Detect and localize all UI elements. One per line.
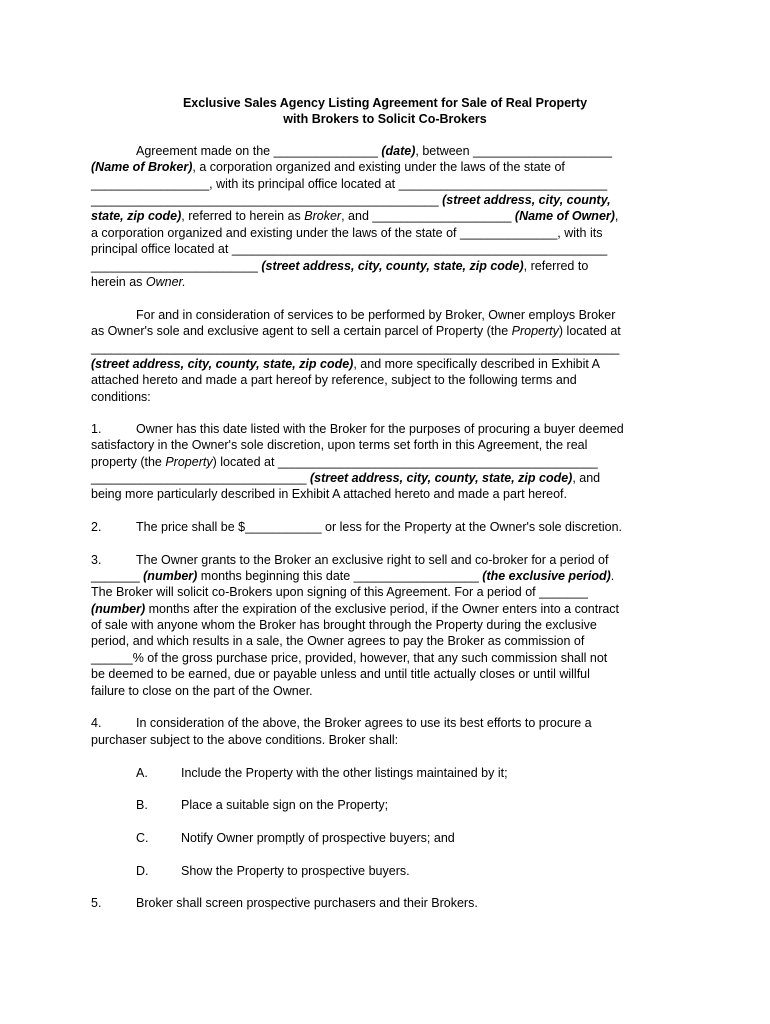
list-item-letter: C. — [136, 831, 149, 845]
intro-line-7: principal office located at ______________________________________________________ — [91, 242, 608, 256]
paragraph-2-line-1: The price shall be $___________ or less for the Property at the Owner's sole discretion. — [136, 520, 622, 534]
intro-line-8: ________________________ (street address, city, county, state, zip code), referred to — [91, 259, 589, 273]
intro-line-3: _________________, with its principal office located at ______________________________ — [91, 177, 608, 191]
paragraph-3-line-3: The Broker will solicit co-Brokers upon signing of this Agreement. For a period of _______ — [91, 585, 588, 599]
paragraph-3-line-8: be deemed to be earned, due or payable unless and until title actually closes or until willful — [91, 667, 590, 681]
paragraph-1-line-5: being more particularly described in Exhibit A attached hereto and made a part hereof. — [91, 487, 567, 501]
consideration-line-3: ____________________________________________________________________________ — [91, 341, 620, 355]
paragraph-1-line-2: satisfactory in the Owner's sole discretion, upon terms set forth in this Agreement, the real — [91, 438, 588, 452]
paragraph-5-line-1: Broker shall screen prospective purchasers and their Brokers. — [136, 896, 478, 910]
intro-line-5: state, zip code), referred to herein as Broker, and ____________________ (Name of Owner), — [91, 209, 619, 223]
paragraph-3-number: 3. — [91, 553, 102, 567]
intro-line-6: a corporation organized and existing under the laws of the state of ______________, with its — [91, 226, 603, 240]
paragraph-4-line-1: In consideration of the above, the Broker agrees to use its best efforts to procure a — [136, 716, 592, 730]
paragraph-1-line-3: property (the Property) located at ______________________________________________ — [91, 455, 598, 469]
intro-line-9: herein as Owner. — [91, 275, 186, 289]
consideration-line-5: attached hereto and made a part hereof by reference, subject to the following terms and — [91, 373, 577, 387]
paragraph-3-line-2: _______ (number) months beginning this date __________________ (the exclusive period). — [91, 569, 615, 583]
consideration-line-4: (street address, city, county, state, zip code), and more specifically described in Exhibit A — [91, 357, 600, 371]
intro-line-4: __________________________________________________ (street address, city, county, — [91, 193, 611, 207]
paragraph-1-number: 1. — [91, 422, 102, 436]
list-item-text: Place a suitable sign on the Property; — [181, 798, 389, 812]
paragraph-3-line-1: The Owner grants to the Broker an exclusive right to sell and co-broker for a period of — [136, 553, 609, 567]
list-item-letter: A. — [136, 766, 148, 780]
consideration-line-2: as Owner's sole and exclusive agent to sell a certain parcel of Property (the Property) located at — [91, 324, 621, 338]
document-subtitle: with Brokers to Solicit Co-Brokers — [283, 112, 487, 126]
paragraph-3-line-6: period, and which results in a sale, the Owner agrees to pay the Broker as commission of — [91, 634, 585, 648]
document-title: Exclusive Sales Agency Listing Agreement for Sale of Real Property — [182, 96, 588, 110]
list-item-text: Notify Owner promptly of prospective buyers; and — [181, 831, 455, 845]
intro-line-1: Agreement made on the _______________ (date), between ____________________ — [136, 144, 613, 158]
paragraph-2-number: 2. — [91, 520, 102, 534]
paragraph-3-line-5: of sale with anyone whom the Broker has brought through the Property during the exclusive — [91, 618, 597, 632]
consideration-line-1: For and in consideration of services to be performed by Broker, Owner employs Broker — [136, 308, 616, 322]
list-item-letter: D. — [136, 864, 149, 878]
paragraph-3-line-4: (number) months after the expiration of the exclusive period, if the Owner enters into a contract — [91, 602, 620, 616]
consideration-line-6: conditions: — [91, 390, 151, 404]
list-item-text: Show the Property to prospective buyers. — [181, 864, 410, 878]
paragraph-3-line-9: failure to close on the part of the Owner. — [91, 684, 313, 698]
paragraph-4-number: 4. — [91, 716, 102, 730]
paragraph-3-line-7: ______% of the gross purchase price, provided, however, that any such commission shall not — [91, 651, 608, 665]
paragraph-5-number: 5. — [91, 896, 102, 910]
list-item-text: Include the Property with the other listings maintained by it; — [181, 766, 508, 780]
paragraph-4-line-2: purchaser subject to the above conditions. Broker shall: — [91, 733, 399, 747]
intro-line-2: (Name of Broker), a corporation organized and existing under the laws of the state of — [91, 160, 565, 174]
paragraph-1-line-1: Owner has this date listed with the Broker for the purposes of procuring a buyer deemed — [136, 422, 624, 436]
list-item-letter: B. — [136, 798, 148, 812]
paragraph-1-line-4: _______________________________ (street address, city, county, state, zip code), and — [91, 471, 601, 485]
